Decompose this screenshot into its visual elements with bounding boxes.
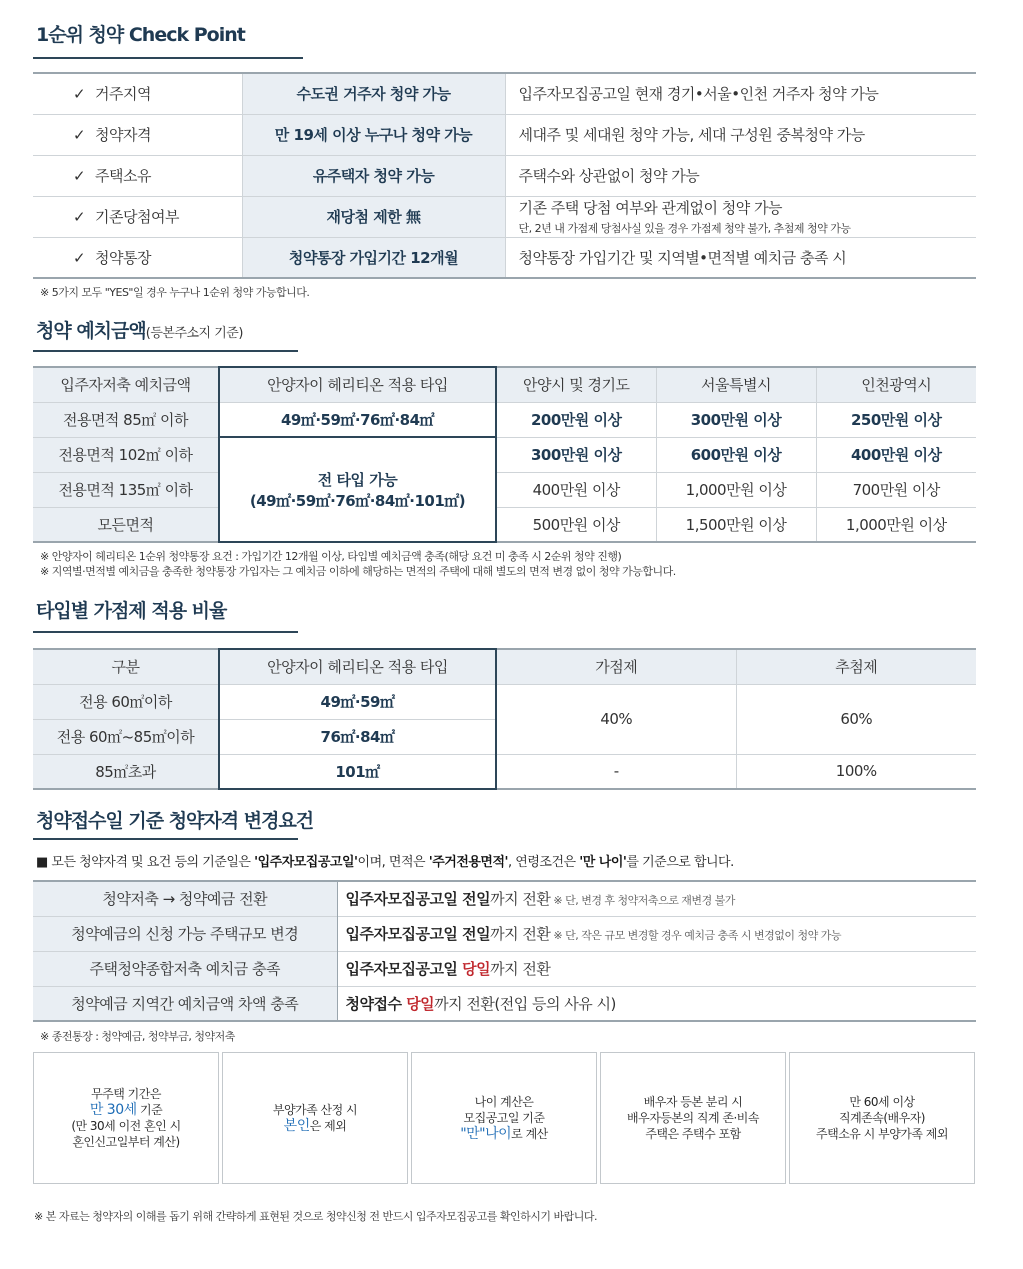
table-row [33, 472, 976, 507]
check-icon: ✓ [73, 126, 86, 144]
applicable-type: 49㎡·59㎡ [219, 684, 496, 719]
column-header: 가점제 [496, 649, 736, 684]
footer-note: ※ 본 자료는 청약자의 이해를 돕기 위해 간략하게 표현된 것으로 청약신청 전 반드시 입주자모집공고를 확인하시기 바랍니다. [34, 1210, 597, 1223]
info-box: 나이 계산은 모집공고일 기준 "만"나이로 계산 [411, 1052, 597, 1184]
section4-title: 청약접수일 기준 청약자격 변경요건 [36, 810, 314, 832]
section3-underline [33, 631, 298, 633]
row-description: 청약통장 가입기간 및 지역별•면적별 예치금 충족 시 [505, 237, 976, 278]
row-label: 전용 60㎡~85㎡이하 [33, 719, 219, 754]
row-condition: 청약통장 가입기간 12개월 [242, 237, 505, 278]
row-description: 세대주 및 세대원 청약 가능, 세대 구성원 중복청약 가능 [505, 114, 976, 155]
section2-title: 청약 예치금액(등본주소지 기준) [36, 320, 243, 342]
applicable-type: 101㎡ [219, 754, 496, 789]
info-box: 만 60세 이상 직계존속(배우자) 주택소유 시 부양가족 제외 [789, 1052, 975, 1184]
cell-value: 400만원 이상 [816, 437, 976, 472]
table-row [33, 73, 976, 114]
section3-title: 타입별 가점제 적용 비율 [36, 600, 227, 622]
section4-intro: ■ 모든 청약자격 및 요건 등의 기준일은 '입주자모집공고일'이며, 면적은 '주거전용면적', 연령조건은 '만 나이'를 기준으로 합니다. [36, 855, 734, 870]
row-label: 청약자격 [95, 126, 151, 144]
row-label: 전용면적 102㎡ 이하 [33, 437, 219, 472]
row-label: 모든면적 [33, 507, 219, 542]
row-condition: 수도권 거주자 청약 가능 [242, 73, 505, 114]
row-label: 전용 60㎡이하 [33, 684, 219, 719]
cell-value: 200만원 이상 [496, 402, 656, 437]
applicable-type: 76㎡·84㎡ [219, 719, 496, 754]
row-label: 전용면적 135㎡ 이하 [33, 472, 219, 507]
cell-value: 1,500만원 이상 [656, 507, 816, 542]
table-header-row [33, 649, 976, 684]
row-label: 청약예금 지역간 예치금액 차액 충족 [33, 986, 337, 1021]
table-row: 청약예금의 신청 가능 주택규모 변경 입주자모집공고일 전일까지 전환 ※ 단, 작은 규모 변경할 경우 예치금 충족 시 변경없이 청약 가능 [33, 916, 976, 951]
table-row [33, 114, 976, 155]
table-row [33, 684, 976, 719]
change-requirements-table [33, 880, 976, 1022]
ratio-table [33, 648, 976, 790]
check-icon: ✓ [73, 208, 86, 226]
info-boxes [33, 1052, 976, 1184]
row-label: 청약통장 [95, 248, 151, 267]
table-row [33, 237, 976, 278]
table-row: 청약저축 → 청약예금 전환 입주자모집공고일 전일까지 전환 ※ 단, 변경 후 청약저축으로 재변경 불가 [33, 881, 976, 916]
section2-note-1: ※ 안양자이 헤리티온 1순위 청약통장 요건 : 가입기간 12개월 이상, 타입별 예치금액 충족(해당 요건 미 충족 시 2순위 청약 진행) [40, 550, 622, 563]
column-header: 구분 [33, 649, 219, 684]
cell-value: 250만원 이상 [816, 402, 976, 437]
column-header: 안양자이 헤리티온 적용 타입 [219, 367, 496, 402]
cell-value: 700만원 이상 [816, 472, 976, 507]
row-description: 주택수와 상관없이 청약 가능 [505, 155, 976, 196]
section2-title-small: (등본주소지 기준) [145, 326, 243, 341]
table-row: 주택청약종합저축 예치금 충족 입주자모집공고일 당일까지 전환 [33, 951, 976, 986]
row-label: 전용면적 85㎡ 이하 [33, 402, 219, 437]
row-condition: 재당첨 제한 無 [242, 196, 505, 237]
cell-value: - [496, 754, 736, 789]
row-description: 기존 주택 당첨 여부와 관계없이 청약 가능 [518, 199, 782, 217]
section2-note-2: ※ 지역별·면적별 예치금을 충족한 청약통장 가입자는 그 예치금 이하에 해당하는 면적의 주택에 대해 별도의 면적 변경 없이 청약 가능합니다. [40, 565, 676, 578]
applicable-type: 전 타입 가능 (49㎡·59㎡·76㎡·84㎡·101㎡) [219, 437, 496, 542]
section4-underline [33, 838, 298, 840]
check-icon: ✓ [73, 248, 86, 267]
cell-value: 600만원 이상 [656, 437, 816, 472]
info-box: 무주택 기간은 만 30세 기준 (만 30세 이전 혼인 시 혼인신고일부터 계산) [33, 1052, 219, 1184]
info-box: 배우자 등본 분리 시 배우자등본의 직계 존·비속 주택은 주택수 포함 [600, 1052, 786, 1184]
table-header-row [33, 367, 976, 402]
check-icon: ✓ [73, 167, 86, 185]
section1-underline [33, 57, 303, 59]
column-header: 인천광역시 [816, 367, 976, 402]
cell-value: 300만원 이상 [496, 437, 656, 472]
row-label: 주택청약종합저축 예치금 충족 [33, 951, 337, 986]
row-label: 기존당첨여부 [95, 208, 179, 226]
cell-value: 300만원 이상 [656, 402, 816, 437]
check-point-table [33, 72, 976, 279]
cell-value: 400만원 이상 [496, 472, 656, 507]
row-subnote: 단, 2년 내 가점제 당첨사실 있을 경우 가점제 청약 불가, 추첨제 청약 가능 [518, 222, 851, 235]
section2-underline [33, 350, 298, 352]
info-box: 부양가족 산정 시 본인은 제외 [222, 1052, 408, 1184]
row-label: 청약저축 → 청약예금 전환 [33, 881, 337, 916]
cell-value: 60% [736, 684, 976, 754]
row-label: 거주지역 [95, 85, 151, 104]
cell-value: 1,000만원 이상 [656, 472, 816, 507]
table-row [33, 402, 976, 437]
row-label: 주택소유 [95, 167, 151, 185]
column-header: 추첨제 [736, 649, 976, 684]
table-row: 청약예금 지역간 예치금액 차액 충족 청약접수 당일까지 전환(전입 등의 사유 시) [33, 986, 976, 1021]
section4-note: ※ 종전통장 : 청약예금, 청약부금, 청약저축 [40, 1030, 235, 1043]
section1-note: ※ 5가지 모두 "YES"일 경우 누구나 1순위 청약 가능합니다. [40, 286, 310, 299]
table-row [33, 437, 976, 472]
table-row [33, 196, 976, 237]
row-label: 청약예금의 신청 가능 주택규모 변경 [33, 916, 337, 951]
table-row [33, 155, 976, 196]
column-header: 서울특별시 [656, 367, 816, 402]
deposit-table [33, 366, 976, 543]
row-condition: 유주택자 청약 가능 [242, 155, 505, 196]
cell-value: 40% [496, 684, 736, 754]
table-row [33, 754, 976, 789]
table-row [33, 507, 976, 542]
row-label: 85㎡초과 [33, 754, 219, 789]
cell-value: 100% [736, 754, 976, 789]
column-header: 안양자이 헤리티온 적용 타입 [219, 649, 496, 684]
row-description: 입주자모집공고일 현재 경기•서울•인천 거주자 청약 가능 [518, 85, 879, 104]
row-condition: 만 19세 이상 누구나 청약 가능 [242, 114, 505, 155]
cell-value: 1,000만원 이상 [816, 507, 976, 542]
applicable-type: 49㎡·59㎡·76㎡·84㎡ [219, 402, 496, 437]
cell-value: 500만원 이상 [496, 507, 656, 542]
section1-title: 1순위 청약 Check Point [36, 24, 245, 46]
column-header: 입주자저축 예치금액 [33, 367, 219, 402]
check-icon: ✓ [73, 85, 86, 104]
column-header: 안양시 및 경기도 [496, 367, 656, 402]
